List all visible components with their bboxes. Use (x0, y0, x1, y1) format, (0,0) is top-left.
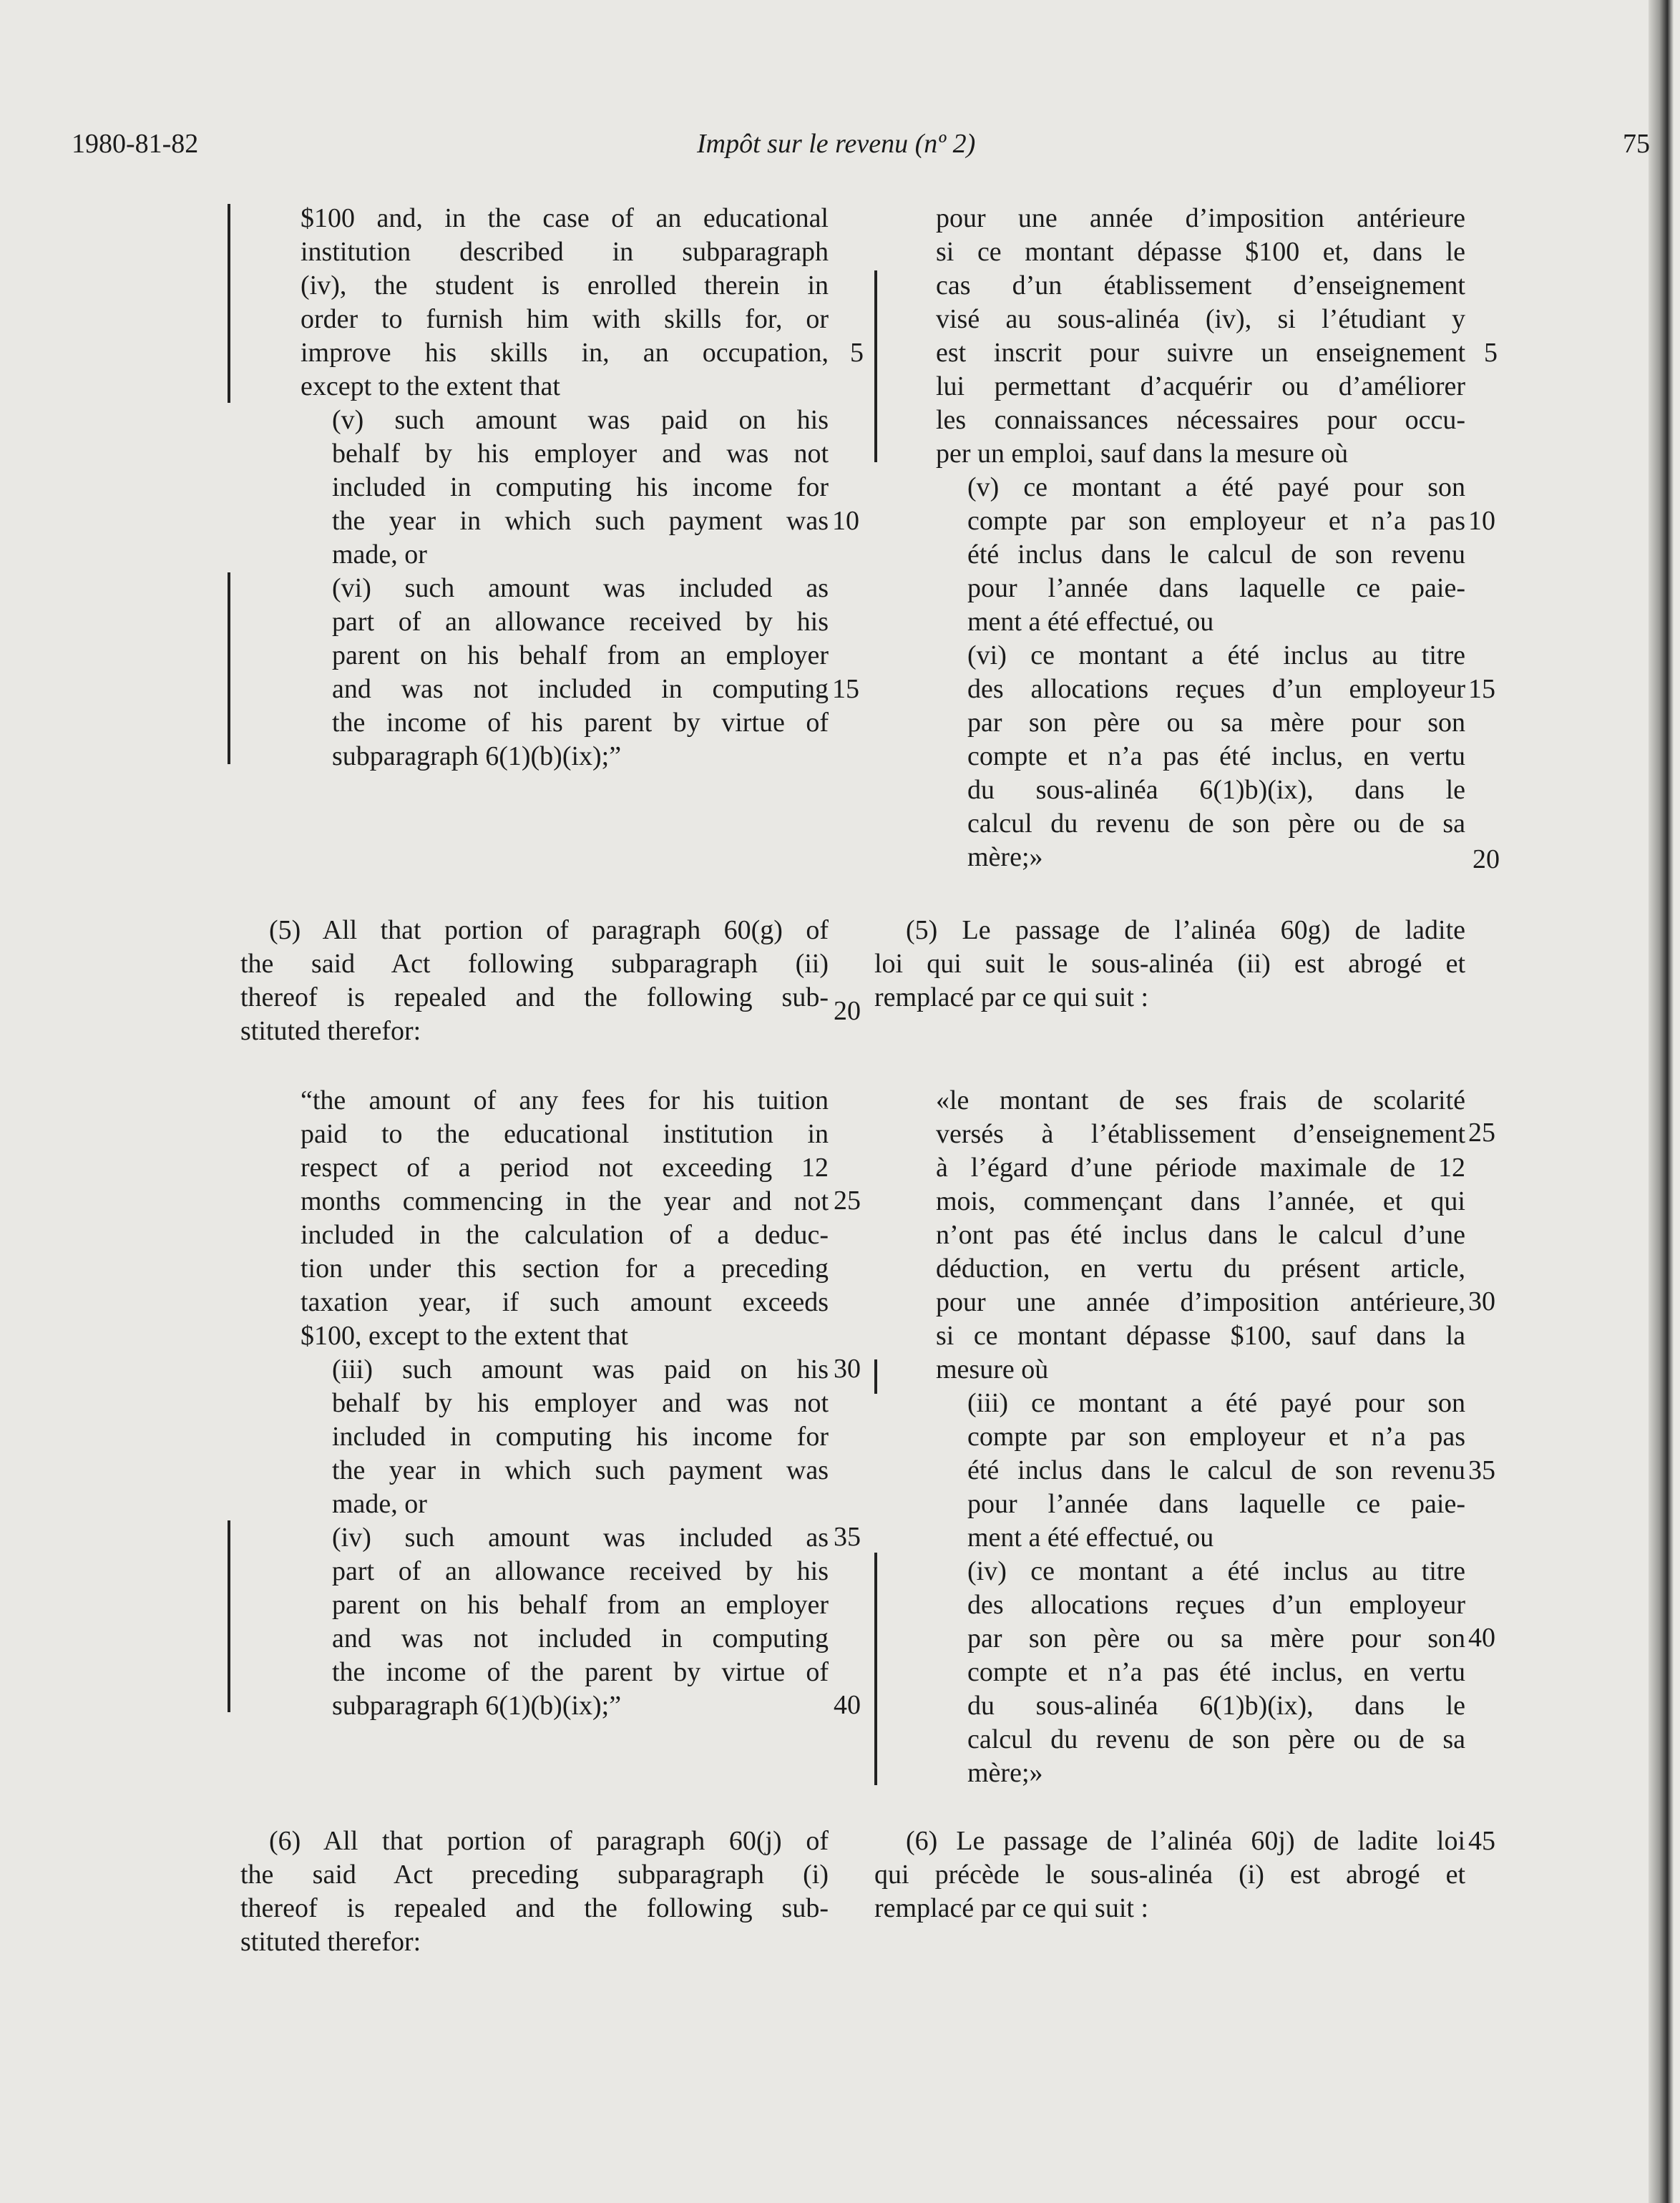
text-line: «le montant de ses frais de scolarité (936, 1085, 1465, 1115)
text-line: visé au sous-alinéa (iv), si l’étudiant y (936, 304, 1465, 334)
text-line: compte et n’a pas été inclus, en vertu (967, 741, 1465, 771)
text-line: calcul du revenu de son père ou de sa (967, 809, 1465, 839)
text-line: $100, except to the extent that (301, 1321, 628, 1351)
text-line: mois, commençant dans l’année, et qui (936, 1186, 1465, 1216)
text-line: cas d’un établissement d’enseignement (936, 270, 1465, 301)
text-line: versés à l’établissement d’enseignement (936, 1119, 1465, 1149)
text-line: (6) All that portion of paragraph 60(j) of (269, 1826, 829, 1856)
revision-bar (228, 572, 230, 764)
text-line: included in the calculation of a deduc- (301, 1220, 829, 1250)
english-line-number: 40 (834, 1690, 861, 1720)
text-line: (5) All that portion of paragraph 60(g) of (269, 915, 829, 945)
text-line: thereof is repealed and the following sub- (240, 1893, 829, 1923)
text-line: calcul du revenu de son père ou de sa (967, 1724, 1465, 1754)
text-line: (iii) such amount was paid on his (332, 1354, 829, 1384)
text-line: “the amount of any fees for his tuition (301, 1085, 829, 1115)
text-line: à l’égard d’une période maximale de 12 (936, 1153, 1465, 1183)
text-line: pour une année d’imposition antérieure (936, 203, 1465, 233)
text-line: taxation year, if such amount exceeds (301, 1287, 829, 1317)
text-line: parent on his behalf from an employer (332, 1590, 829, 1620)
text-line: ment a été effectué, ou (967, 1523, 1214, 1553)
text-line: stituted therefor: (240, 1927, 421, 1957)
text-line: part of an allowance received by his (332, 607, 829, 637)
text-line: ment a été effectué, ou (967, 607, 1214, 637)
text-line: (v) such amount was paid on his (332, 405, 829, 435)
french-line-number: 15 (1468, 674, 1495, 704)
text-line: (iv) such amount was included as (332, 1523, 829, 1553)
book-spine-shadow (1649, 0, 1680, 2203)
text-line: des allocations reçues d’un employeur (967, 1590, 1465, 1620)
text-line: les connaissances nécessaires pour occu- (936, 405, 1465, 435)
french-line-number: 45 (1468, 1826, 1495, 1856)
text-line: parent on his behalf from an employer (332, 640, 829, 670)
text-line: des allocations reçues d’un employeur (967, 674, 1465, 704)
text-line: months commencing in the year and not (301, 1186, 829, 1216)
text-line: stituted therefor: (240, 1016, 421, 1046)
text-line: paid to the educational institution in (301, 1119, 829, 1149)
revision-bar (874, 1359, 877, 1394)
text-line: pour l’année dans laquelle ce paie- (967, 1489, 1465, 1519)
text-line: subparagraph 6(1)(b)(ix);” (332, 1691, 622, 1721)
text-line: the income of his parent by virtue of (332, 708, 829, 738)
text-line: the income of the parent by virtue of (332, 1657, 829, 1687)
french-line-number: 40 (1468, 1623, 1495, 1653)
revision-bar (874, 270, 877, 462)
text-line: lui permettant d’acquérir ou d’améliorer (936, 371, 1465, 401)
text-line: déduction, en vertu du présent article, (936, 1254, 1465, 1284)
text-line: été inclus dans le calcul de son revenu (967, 1455, 1465, 1485)
text-line: behalf by his employer and was not (332, 439, 829, 469)
text-line: made, or (332, 1489, 427, 1519)
text-line: (5) Le passage de l’alinéa 60g) de ladite (906, 915, 1465, 945)
text-line: (vi) such amount was included as (332, 573, 829, 603)
text-line: si ce montant dépasse $100, sauf dans la (936, 1321, 1465, 1351)
text-line: mère;» (967, 842, 1043, 872)
text-line: per un emploi, sauf dans la mesure où (936, 439, 1349, 469)
english-line-number: 10 (832, 506, 859, 536)
text-line: n’ont pas été inclus dans le calcul d’une (936, 1220, 1465, 1250)
text-line: (6) Le passage de l’alinéa 60j) de ladite loi (906, 1826, 1465, 1856)
text-line: improve his skills in, an occupation, (301, 338, 829, 368)
text-line: compte par son employeur et n’a pas (967, 1422, 1465, 1452)
header-year: 1980-81-82 (72, 129, 199, 159)
text-line: institution described in subparagraph (301, 237, 829, 267)
text-line: the year in which such payment was (332, 1455, 829, 1485)
text-line: made, or (332, 539, 427, 570)
text-line: été inclus dans le calcul de son revenu (967, 539, 1465, 570)
text-line: the said Act preceding subparagraph (i) (240, 1860, 829, 1890)
text-line: (iv), the student is enrolled therein in (301, 270, 829, 301)
text-line: except to the extent that (301, 371, 560, 401)
text-line: si ce montant dépasse $100 et, dans le (936, 237, 1465, 267)
english-line-number: 30 (834, 1354, 861, 1384)
english-line-number: 5 (850, 338, 864, 368)
header-title: Impôt sur le revenu (nº 2) (697, 129, 976, 159)
text-line: tion under this section for a preceding (301, 1254, 829, 1284)
text-line: respect of a period not exceeding 12 (301, 1153, 829, 1183)
text-line: and was not included in computing (332, 674, 829, 704)
english-line-number: 25 (834, 1186, 861, 1216)
text-line: remplacé par ce qui suit : (874, 982, 1149, 1012)
french-line-number: 35 (1468, 1455, 1495, 1485)
text-line: subparagraph 6(1)(b)(ix);” (332, 741, 622, 771)
french-line-number: 20 (1473, 844, 1500, 874)
text-line: part of an allowance received by his (332, 1556, 829, 1586)
text-line: par son père ou sa mère pour son (967, 708, 1465, 738)
french-line-number: 5 (1484, 338, 1498, 368)
text-line: included in computing his income for (332, 1422, 829, 1452)
revision-bar (874, 1553, 877, 1785)
revision-bar (228, 1520, 230, 1712)
text-line: behalf by his employer and was not (332, 1388, 829, 1418)
text-line: and was not included in computing (332, 1623, 829, 1654)
text-line: (v) ce montant a été payé pour son (967, 472, 1465, 502)
page-number: 75 (1623, 129, 1650, 159)
text-line: du sous-alinéa 6(1)b)(ix), dans le (967, 775, 1465, 805)
text-line: the said Act following subparagraph (ii) (240, 949, 829, 979)
english-line-number: 35 (834, 1522, 861, 1552)
text-line: qui précède le sous-alinéa (i) est abrogé et (874, 1860, 1465, 1890)
text-line: compte par son employeur et n’a pas (967, 506, 1465, 536)
text-line: the year in which such payment was (332, 506, 829, 536)
text-line: $100 and, in the case of an educational (301, 203, 829, 233)
french-line-number: 25 (1468, 1118, 1495, 1148)
text-line: mesure où (936, 1354, 1049, 1384)
text-line: mère;» (967, 1758, 1043, 1788)
text-line: (vi) ce montant a été inclus au titre (967, 640, 1465, 670)
text-line: pour une année d’imposition antérieure, (936, 1287, 1465, 1317)
text-line: est inscrit pour suivre un enseignement (936, 338, 1465, 368)
text-line: order to furnish him with skills for, or (301, 304, 829, 334)
text-line: par son père ou sa mère pour son (967, 1623, 1465, 1654)
text-line: (iv) ce montant a été inclus au titre (967, 1556, 1465, 1586)
text-line: du sous-alinéa 6(1)b)(ix), dans le (967, 1691, 1465, 1721)
text-line: loi qui suit le sous-alinéa (ii) est abrogé et (874, 949, 1465, 979)
text-line: thereof is repealed and the following sub- (240, 982, 829, 1012)
french-line-number: 30 (1468, 1286, 1495, 1317)
text-line: included in computing his income for (332, 472, 829, 502)
text-line: compte et n’a pas été inclus, en vertu (967, 1657, 1465, 1687)
english-line-number: 20 (834, 996, 861, 1026)
text-line: pour l’année dans laquelle ce paie- (967, 573, 1465, 603)
english-line-number: 15 (832, 674, 859, 704)
text-line: remplacé par ce qui suit : (874, 1893, 1149, 1923)
text-line: (iii) ce montant a été payé pour son (967, 1388, 1465, 1418)
french-line-number: 10 (1468, 506, 1495, 536)
revision-bar (228, 204, 230, 403)
